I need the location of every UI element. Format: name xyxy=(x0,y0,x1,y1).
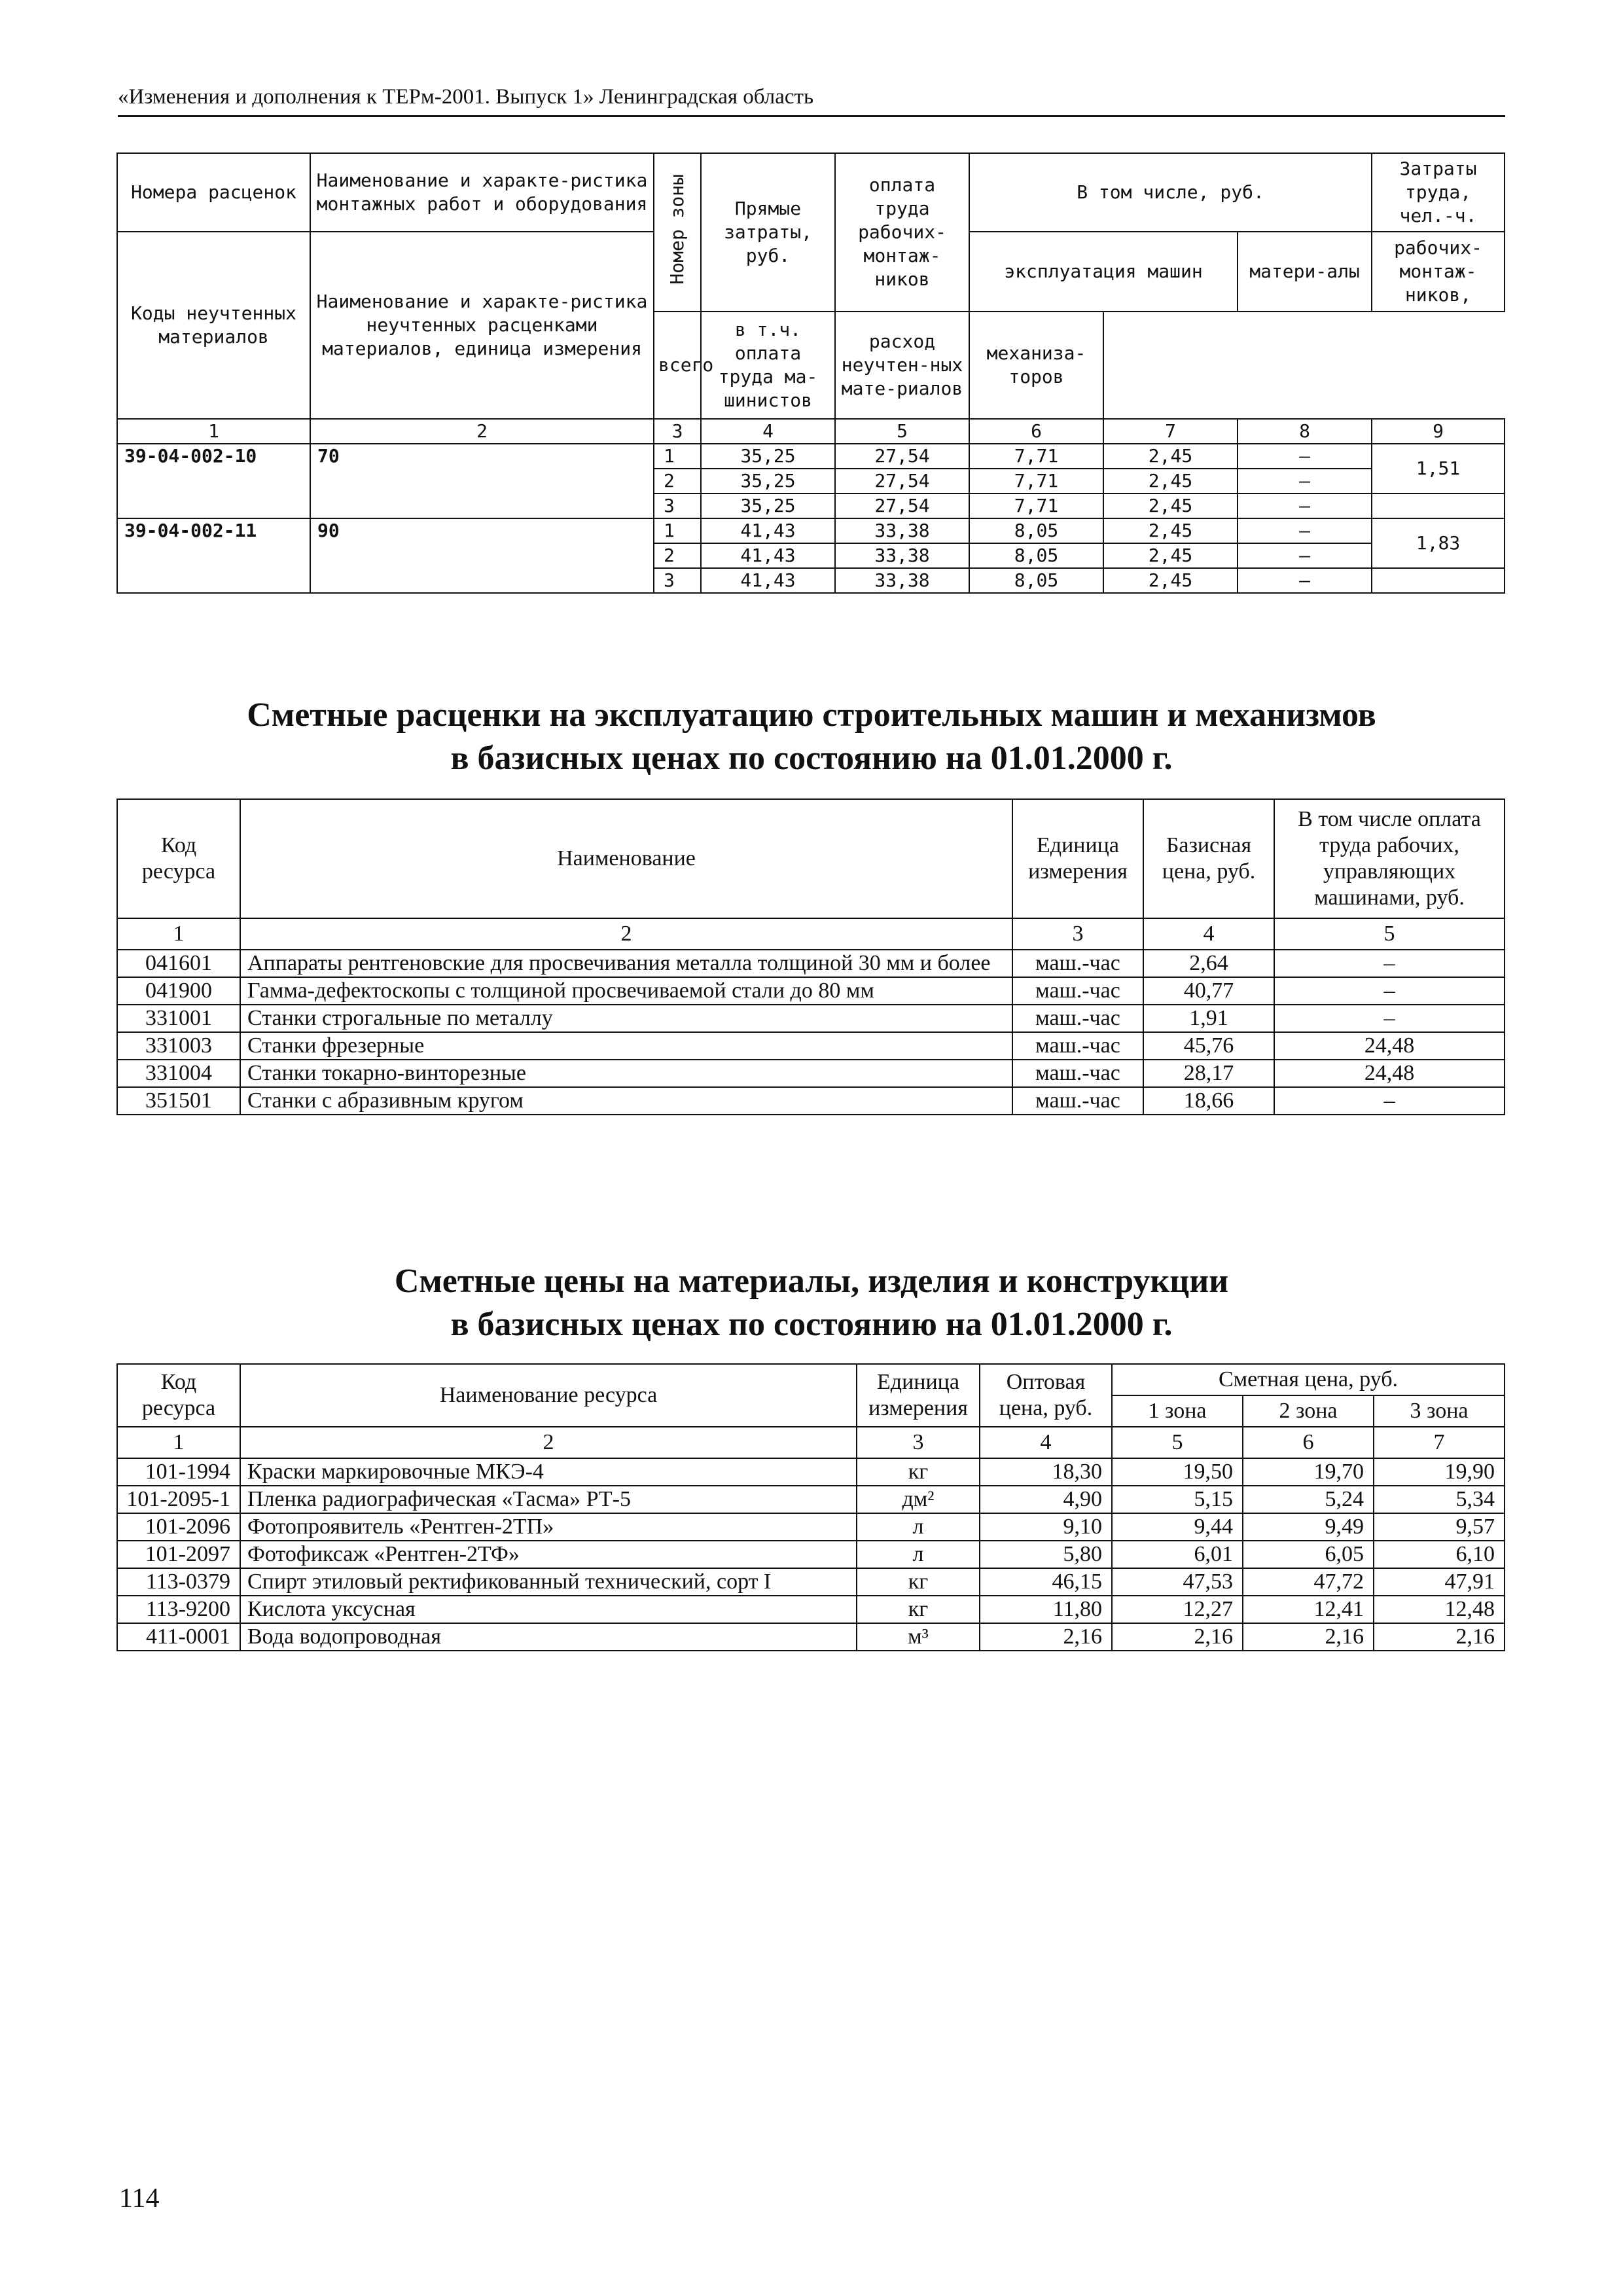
colnum: 2 xyxy=(240,918,1012,950)
header-vsego: всего xyxy=(654,312,701,419)
material-name: Фотопроявитель «Рентген-2ТП» xyxy=(240,1513,857,1541)
table-row xyxy=(117,1087,1505,1115)
zone2-price: 47,72 xyxy=(1243,1568,1374,1596)
zone2-price: 9,49 xyxy=(1243,1513,1374,1541)
colnum: 3 xyxy=(654,419,701,444)
colnum: 3 xyxy=(857,1427,980,1458)
resource-name: Гамма-дефектоскопы с толщиной просвечиваемой стали до 80 мм xyxy=(240,977,1012,1005)
header-vtom: В том числе, руб. xyxy=(969,153,1372,232)
machines-table xyxy=(116,798,1505,1115)
zone-number: 3 xyxy=(654,493,701,518)
rate-name: 90 xyxy=(310,518,654,593)
resource-code: 331003 xyxy=(117,1032,240,1060)
colnum: 9 xyxy=(1372,419,1505,444)
resource-pay: – xyxy=(1274,977,1505,1005)
zone1-price: 19,50 xyxy=(1112,1458,1243,1486)
material-code: 101-2096 xyxy=(117,1513,240,1541)
resource-price: 18,66 xyxy=(1143,1087,1274,1115)
colnum: 6 xyxy=(969,419,1103,444)
material-code: 411-0001 xyxy=(117,1623,240,1651)
zone2-price: 6,05 xyxy=(1243,1541,1374,1568)
wholesale-price: 2,16 xyxy=(980,1623,1112,1651)
machines-total: 7,71 xyxy=(969,493,1103,518)
zone-number: 3 xyxy=(654,568,701,593)
machines-total: 7,71 xyxy=(969,444,1103,469)
section2-title xyxy=(118,694,1505,780)
page-number: 114 xyxy=(119,2183,160,2214)
header-naim2: Наименование и характе-ристика неучтенных расценками материалов, единица измерения xyxy=(310,232,654,419)
zone3-price: 9,57 xyxy=(1374,1513,1505,1541)
zone-number: 1 xyxy=(654,518,701,543)
material-code: 113-9200 xyxy=(117,1596,240,1623)
section3-title-line1: Сметные цены на материалы, изделия и конструкции xyxy=(394,1263,1229,1300)
materials: – xyxy=(1238,568,1372,593)
resource-name: Аппараты рентгеновские для просвечивания металла толщиной 30 мм и более xyxy=(240,950,1012,977)
machinists-pay: 2,45 xyxy=(1103,518,1238,543)
table-row xyxy=(117,1541,1505,1568)
zone2-price: 5,24 xyxy=(1243,1486,1374,1513)
wholesale-price: 11,80 xyxy=(980,1596,1112,1623)
colnum: 4 xyxy=(1143,918,1274,950)
material-unit: кг xyxy=(857,1596,980,1623)
direct-costs: 35,25 xyxy=(701,444,835,469)
section3-title-line2: в базисных ценах по состоянию на 01.01.2000 г. xyxy=(450,1306,1173,1343)
wholesale-price: 5,80 xyxy=(980,1541,1112,1568)
header-price: Базисная цена, руб. xyxy=(1143,799,1274,918)
rates-table xyxy=(116,152,1505,594)
labor-hours: 1,83 xyxy=(1372,518,1505,568)
zone3-price: 12,48 xyxy=(1374,1596,1505,1623)
material-name: Фотофиксаж «Рентген-2ТФ» xyxy=(240,1541,857,1568)
machines-total: 8,05 xyxy=(969,543,1103,568)
rate-code: 39-04-002-10 xyxy=(117,444,310,518)
colnum: 4 xyxy=(980,1427,1112,1458)
zone-number: 1 xyxy=(654,444,701,469)
colnum: 1 xyxy=(117,419,310,444)
material-unit: кг xyxy=(857,1568,980,1596)
header-rashod: расход неучтен-ных мате-риалов xyxy=(835,312,969,419)
table-row xyxy=(117,1486,1505,1513)
header-zone3: 3 зона xyxy=(1374,1395,1505,1427)
zone3-price: 19,90 xyxy=(1374,1458,1505,1486)
empty-cell xyxy=(1372,568,1505,593)
colnum: 7 xyxy=(1374,1427,1505,1458)
table-row xyxy=(117,977,1505,1005)
resource-price: 1,91 xyxy=(1143,1005,1274,1032)
zone3-price: 6,10 xyxy=(1374,1541,1505,1568)
colnum: 4 xyxy=(701,419,835,444)
wholesale-price: 4,90 xyxy=(980,1486,1112,1513)
material-name: Кислота уксусная xyxy=(240,1596,857,1623)
zone2-price: 19,70 xyxy=(1243,1458,1374,1486)
table-row xyxy=(117,1032,1505,1060)
material-unit: м³ xyxy=(857,1623,980,1651)
zone2-price: 12,41 xyxy=(1243,1596,1374,1623)
table-row xyxy=(117,518,1505,543)
direct-costs: 35,25 xyxy=(701,469,835,493)
colnum: 8 xyxy=(1238,419,1372,444)
resource-price: 2,64 xyxy=(1143,950,1274,977)
resource-code: 041601 xyxy=(117,950,240,977)
resource-unit: маш.-час xyxy=(1012,1087,1143,1115)
labor-pay: 33,38 xyxy=(835,543,969,568)
material-unit: л xyxy=(857,1541,980,1568)
materials-table xyxy=(116,1363,1505,1651)
labor-pay: 33,38 xyxy=(835,518,969,543)
colnum: 5 xyxy=(835,419,969,444)
resource-unit: маш.-час xyxy=(1012,1060,1143,1087)
table-row xyxy=(117,444,1505,469)
zone1-price: 2,16 xyxy=(1112,1623,1243,1651)
labor-pay: 33,38 xyxy=(835,568,969,593)
table-row xyxy=(117,1458,1505,1486)
header-oplata: оплата труда рабочих-монтаж-ников xyxy=(835,153,969,312)
resource-name: Станки строгальные по металлу xyxy=(240,1005,1012,1032)
running-header: «Изменения и дополнения к ТЕРм-2001. Выпуск 1» Ленинградская область xyxy=(118,84,1505,117)
column-numbers-row xyxy=(117,419,1505,444)
wholesale-price: 46,15 xyxy=(980,1568,1112,1596)
direct-costs: 41,43 xyxy=(701,518,835,543)
resource-name: Станки фрезерные xyxy=(240,1032,1012,1060)
zone1-price: 47,53 xyxy=(1112,1568,1243,1596)
material-name: Спирт этиловый ректификованный технический, сорт I xyxy=(240,1568,857,1596)
header-name: Наименование ресурса xyxy=(240,1364,857,1427)
resource-pay: – xyxy=(1274,1005,1505,1032)
header-nomera: Номера расценок xyxy=(117,153,310,232)
colnum: 6 xyxy=(1243,1427,1374,1458)
machinists-pay: 2,45 xyxy=(1103,469,1238,493)
header-materialy: матери-алы xyxy=(1238,232,1372,312)
resource-unit: маш.-час xyxy=(1012,1032,1143,1060)
empty-cell xyxy=(1372,493,1505,518)
resource-unit: маш.-час xyxy=(1012,950,1143,977)
zone1-price: 9,44 xyxy=(1112,1513,1243,1541)
header-naim: Наименование и характе-ристика монтажных работ и оборудования xyxy=(310,153,654,232)
resource-price: 45,76 xyxy=(1143,1032,1274,1060)
resource-code: 331001 xyxy=(117,1005,240,1032)
resource-pay: – xyxy=(1274,950,1505,977)
header-zone: Номер зоны xyxy=(666,174,688,285)
rate-name: 70 xyxy=(310,444,654,518)
header-vtch: в т.ч. оплата труда ма-шинистов xyxy=(701,312,835,419)
material-code: 101-2097 xyxy=(117,1541,240,1568)
material-unit: дм² xyxy=(857,1486,980,1513)
header-name: Наименование xyxy=(240,799,1012,918)
resource-name: Станки токарно-винторезные xyxy=(240,1060,1012,1087)
machines-total: 8,05 xyxy=(969,568,1103,593)
colnum: 5 xyxy=(1112,1427,1243,1458)
material-name: Пленка радиографическая «Тасма» РТ-5 xyxy=(240,1486,857,1513)
machinists-pay: 2,45 xyxy=(1103,493,1238,518)
materials: – xyxy=(1238,469,1372,493)
header-zatraty: Затраты труда, чел.-ч. xyxy=(1372,153,1505,232)
header-unit: Единица измерения xyxy=(857,1364,980,1427)
material-name: Краски маркировочные МКЭ-4 xyxy=(240,1458,857,1486)
material-code: 113-0379 xyxy=(117,1568,240,1596)
section3-title xyxy=(118,1260,1505,1346)
colnum: 7 xyxy=(1103,419,1238,444)
header-unit: Единица измерения xyxy=(1012,799,1143,918)
wholesale-price: 18,30 xyxy=(980,1458,1112,1486)
section2-title-line2: в базисных ценах по состоянию на 01.01.2000 г. xyxy=(450,740,1173,777)
direct-costs: 35,25 xyxy=(701,493,835,518)
rate-code: 39-04-002-11 xyxy=(117,518,310,593)
colnum: 1 xyxy=(117,1427,240,1458)
header-ekspl: эксплуатация машин xyxy=(969,232,1238,312)
labor-pay: 27,54 xyxy=(835,444,969,469)
resource-code: 331004 xyxy=(117,1060,240,1087)
header-estimate: Сметная цена, руб. xyxy=(1112,1364,1505,1395)
zone1-price: 6,01 xyxy=(1112,1541,1243,1568)
machinists-pay: 2,45 xyxy=(1103,543,1238,568)
table-row xyxy=(117,1513,1505,1541)
colnum: 1 xyxy=(117,918,240,950)
table-row xyxy=(117,1060,1505,1087)
zone2-price: 2,16 xyxy=(1243,1623,1374,1651)
header-code: Код ресурса xyxy=(117,1364,240,1427)
table-row xyxy=(117,1568,1505,1596)
machinists-pay: 2,45 xyxy=(1103,568,1238,593)
header-mehan: механиза-торов xyxy=(969,312,1103,419)
resource-price: 28,17 xyxy=(1143,1060,1274,1087)
machines-total: 7,71 xyxy=(969,469,1103,493)
materials: – xyxy=(1238,518,1372,543)
machinists-pay: 2,45 xyxy=(1103,444,1238,469)
header-code: Код ресурса xyxy=(117,799,240,918)
colnum: 2 xyxy=(240,1427,857,1458)
materials: – xyxy=(1238,493,1372,518)
zone3-price: 2,16 xyxy=(1374,1623,1505,1651)
header-zone2: 2 зона xyxy=(1243,1395,1374,1427)
labor-hours: 1,51 xyxy=(1372,444,1505,493)
header-kody: Коды неучтенных материалов xyxy=(117,232,310,419)
resource-name: Станки с абразивным кругом xyxy=(240,1087,1012,1115)
header-zone-cell xyxy=(654,153,701,312)
table-row xyxy=(117,1005,1505,1032)
materials: – xyxy=(1238,444,1372,469)
resource-pay: 24,48 xyxy=(1274,1032,1505,1060)
column-numbers-row xyxy=(117,1427,1505,1458)
direct-costs: 41,43 xyxy=(701,543,835,568)
zone1-price: 5,15 xyxy=(1112,1486,1243,1513)
header-wholesale: Оптовая цена, руб. xyxy=(980,1364,1112,1427)
material-unit: кг xyxy=(857,1458,980,1486)
labor-pay: 27,54 xyxy=(835,493,969,518)
table-row xyxy=(117,950,1505,977)
header-pryamye: Прямые затраты, руб. xyxy=(701,153,835,312)
direct-costs: 41,43 xyxy=(701,568,835,593)
material-unit: л xyxy=(857,1513,980,1541)
material-code: 101-2095-1 xyxy=(117,1486,240,1513)
resource-code: 041900 xyxy=(117,977,240,1005)
labor-pay: 27,54 xyxy=(835,469,969,493)
zone3-price: 47,91 xyxy=(1374,1568,1505,1596)
header-zone1: 1 зона xyxy=(1112,1395,1243,1427)
table-row xyxy=(117,1623,1505,1651)
resource-unit: маш.-час xyxy=(1012,1005,1143,1032)
material-code: 101-1994 xyxy=(117,1458,240,1486)
resource-code: 351501 xyxy=(117,1087,240,1115)
header-pay: В том числе оплата труда рабочих, управляющих машинами, руб. xyxy=(1274,799,1505,918)
colnum: 5 xyxy=(1274,918,1505,950)
material-name: Вода водопроводная xyxy=(240,1623,857,1651)
resource-price: 40,77 xyxy=(1143,977,1274,1005)
resource-pay: – xyxy=(1274,1087,1505,1115)
colnum: 3 xyxy=(1012,918,1143,950)
zone1-price: 12,27 xyxy=(1112,1596,1243,1623)
machines-total: 8,05 xyxy=(969,518,1103,543)
wholesale-price: 9,10 xyxy=(980,1513,1112,1541)
zone-number: 2 xyxy=(654,469,701,493)
resource-pay: 24,48 xyxy=(1274,1060,1505,1087)
column-numbers-row xyxy=(117,918,1505,950)
table-row xyxy=(117,1596,1505,1623)
materials: – xyxy=(1238,543,1372,568)
zone3-price: 5,34 xyxy=(1374,1486,1505,1513)
header-rabochih: рабочих-монтаж-ников, xyxy=(1372,232,1505,312)
resource-unit: маш.-час xyxy=(1012,977,1143,1005)
zone-number: 2 xyxy=(654,543,701,568)
colnum: 2 xyxy=(310,419,654,444)
section2-title-line1: Сметные расценки на эксплуатацию строительных машин и механизмов xyxy=(247,696,1376,734)
